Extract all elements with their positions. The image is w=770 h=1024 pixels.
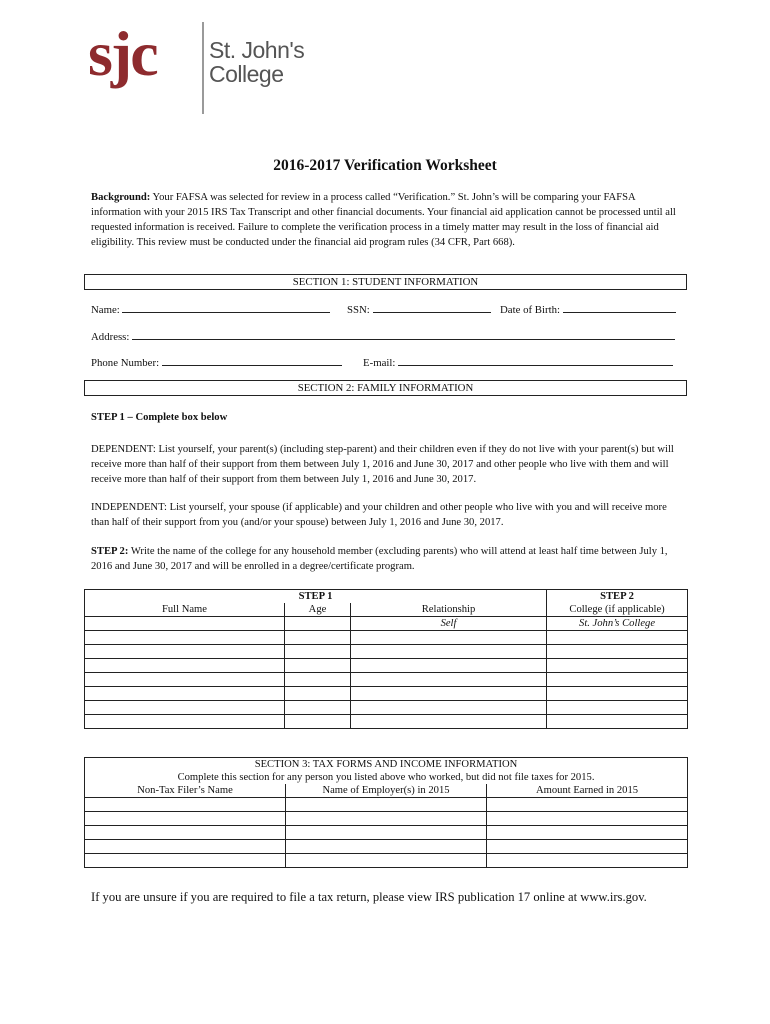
footer-note: If you are unsure if you are required to file a tax return, please view IRS publication 17 online at www.irs.gov. bbox=[91, 890, 647, 904]
section3-heading: SECTION 3: TAX FORMS AND INCOME INFORMATION bbox=[85, 758, 688, 772]
filer-name-cell[interactable] bbox=[85, 812, 286, 826]
logo-line-1: St. John's bbox=[209, 37, 305, 63]
table-row bbox=[85, 659, 688, 673]
page-title: 2016-2017 Verification Worksheet bbox=[273, 157, 497, 174]
table-row bbox=[85, 854, 688, 868]
full-name-cell[interactable] bbox=[85, 715, 285, 729]
amount-earned-header: Amount Earned in 2015 bbox=[487, 784, 688, 798]
ssn-label: SSN: bbox=[347, 304, 370, 316]
age-cell[interactable] bbox=[285, 617, 351, 631]
full-name-cell[interactable] bbox=[85, 631, 285, 645]
step2-label: STEP 2: bbox=[91, 546, 129, 557]
section3-heading-row bbox=[85, 758, 688, 772]
table-row bbox=[85, 715, 688, 729]
college-cell[interactable] bbox=[547, 659, 688, 673]
full-name-cell[interactable] bbox=[85, 645, 285, 659]
amount-cell[interactable] bbox=[487, 812, 688, 826]
employer-cell[interactable] bbox=[286, 826, 487, 840]
college-cell[interactable] bbox=[547, 701, 688, 715]
college-cell[interactable] bbox=[547, 687, 688, 701]
step2-text: Write the name of the college for any household member (excluding parents) who will attend at least half time between July 1, 2016 and June 30, 2017 and will be enrolled in a degree/certificate program. bbox=[91, 546, 668, 572]
college-cell[interactable] bbox=[547, 673, 688, 687]
filer-name-cell[interactable] bbox=[85, 826, 286, 840]
table-row bbox=[85, 617, 688, 631]
age-cell[interactable] bbox=[285, 673, 351, 687]
table-row bbox=[85, 687, 688, 701]
amount-cell[interactable] bbox=[487, 840, 688, 854]
independent-paragraph: INDEPENDENT: List yourself, your spouse (if applicable) and your children and other people who live with you and will receive more than half of their support from you (and/or your spouse) between July 1, 2016 and June 30, 2017. bbox=[91, 502, 667, 528]
step2-paragraph bbox=[91, 544, 685, 574]
college-header: College (if applicable) bbox=[547, 603, 688, 617]
filer-name-header: Non-Tax Filer’s Name bbox=[85, 784, 286, 798]
age-cell[interactable] bbox=[285, 659, 351, 673]
amount-cell[interactable] bbox=[487, 798, 688, 812]
section3-instruction: Complete this section for any person you listed above who worked, but did not file taxes for 2015. bbox=[85, 771, 688, 784]
table-row bbox=[85, 645, 688, 659]
background-label: Background: bbox=[91, 192, 151, 203]
email-row bbox=[363, 354, 673, 369]
step2-column-head: STEP 2 bbox=[547, 590, 688, 604]
name-field[interactable] bbox=[122, 301, 330, 313]
college-logo-name bbox=[209, 38, 304, 86]
relationship-header: Relationship bbox=[351, 603, 547, 617]
table-row bbox=[85, 701, 688, 715]
income-header-row bbox=[85, 784, 688, 798]
full-name-header: Full Name bbox=[85, 603, 285, 617]
age-cell[interactable] bbox=[285, 645, 351, 659]
college-logo-mark: sjc bbox=[88, 18, 157, 89]
step1-title: STEP 1 – Complete box below bbox=[91, 412, 228, 423]
college-cell[interactable] bbox=[547, 715, 688, 729]
section1-heading: SECTION 1: STUDENT INFORMATION bbox=[84, 274, 687, 290]
employer-cell[interactable] bbox=[286, 798, 487, 812]
address-label: Address: bbox=[91, 331, 130, 343]
dependent-paragraph: DEPENDENT: List yourself, your parent(s) (including step-parent) and their children even if they do not live with your parent(s) but will receive more than half of their support from them between July 1, 2016 and June 30, 2017 and other people who live with them and will receive more than half of their support from them between July 1, 2016 and June 30, 2017. bbox=[91, 444, 674, 485]
ssn-field[interactable] bbox=[373, 301, 491, 313]
employer-header: Name of Employer(s) in 2015 bbox=[286, 784, 487, 798]
logo-line-2: College bbox=[209, 61, 284, 87]
amount-cell[interactable] bbox=[487, 826, 688, 840]
phone-row bbox=[91, 354, 342, 369]
age-cell[interactable] bbox=[285, 687, 351, 701]
step1-column-head: STEP 1 bbox=[85, 590, 547, 604]
filer-name-cell[interactable] bbox=[85, 798, 286, 812]
address-field[interactable] bbox=[132, 328, 675, 340]
email-field[interactable] bbox=[398, 354, 673, 366]
employer-cell[interactable] bbox=[286, 840, 487, 854]
table-row bbox=[85, 798, 688, 812]
college-cell[interactable] bbox=[547, 631, 688, 645]
relationship-cell[interactable] bbox=[351, 659, 547, 673]
table-row bbox=[85, 812, 688, 826]
full-name-cell[interactable] bbox=[85, 687, 285, 701]
college-cell[interactable] bbox=[547, 645, 688, 659]
table-row bbox=[85, 673, 688, 687]
table-header-row bbox=[85, 603, 688, 617]
full-name-cell[interactable] bbox=[85, 701, 285, 715]
section2-heading: SECTION 2: FAMILY INFORMATION bbox=[84, 380, 687, 396]
filer-name-cell[interactable] bbox=[85, 840, 286, 854]
relationship-cell[interactable] bbox=[351, 715, 547, 729]
relationship-cell[interactable] bbox=[351, 673, 547, 687]
logo-divider bbox=[202, 22, 204, 114]
employer-cell[interactable] bbox=[286, 854, 487, 868]
relationship-cell[interactable] bbox=[351, 645, 547, 659]
household-table bbox=[84, 589, 688, 729]
section3-instruction-row bbox=[85, 771, 688, 784]
full-name-cell[interactable] bbox=[85, 659, 285, 673]
email-label: E-mail: bbox=[363, 357, 396, 369]
background-paragraph bbox=[91, 190, 681, 250]
dob-field[interactable] bbox=[563, 301, 676, 313]
background-text: Your FAFSA was selected for review in a process called “Verification.” St. John’s will be comparing your FAFSA information with your 2015 IRS Tax Transcript and other financial documents. Your financial aid application cannot be processed until all requested information is received. Failure to complete the verification process in a timely matter may result in the loss of financial aid eligibility. This review must be conducted under the financial aid program rules (34 CFR, Part 668). bbox=[91, 192, 676, 248]
age-cell[interactable] bbox=[285, 715, 351, 729]
relationship-cell[interactable] bbox=[351, 631, 547, 645]
relationship-cell[interactable] bbox=[351, 701, 547, 715]
relationship-cell[interactable] bbox=[351, 687, 547, 701]
phone-field[interactable] bbox=[162, 354, 342, 366]
table-step-row bbox=[85, 590, 688, 604]
college-cell[interactable]: St. John’s College bbox=[547, 617, 688, 631]
dob-label: Date of Birth: bbox=[500, 304, 560, 316]
employer-cell[interactable] bbox=[286, 812, 487, 826]
full-name-cell[interactable] bbox=[85, 673, 285, 687]
phone-label: Phone Number: bbox=[91, 357, 160, 369]
income-table bbox=[84, 757, 688, 868]
filer-name-cell[interactable] bbox=[85, 854, 286, 868]
name-row bbox=[91, 301, 330, 316]
ssn-row bbox=[347, 301, 491, 316]
table-row bbox=[85, 631, 688, 645]
age-cell[interactable] bbox=[285, 631, 351, 645]
age-header: Age bbox=[285, 603, 351, 617]
amount-cell[interactable] bbox=[487, 854, 688, 868]
table-row bbox=[85, 840, 688, 854]
address-row bbox=[91, 328, 675, 343]
dob-row bbox=[500, 301, 676, 316]
age-cell[interactable] bbox=[285, 701, 351, 715]
relationship-cell[interactable]: Self bbox=[351, 617, 547, 631]
full-name-cell[interactable] bbox=[85, 617, 285, 631]
table-row bbox=[85, 826, 688, 840]
name-label: Name: bbox=[91, 304, 120, 316]
